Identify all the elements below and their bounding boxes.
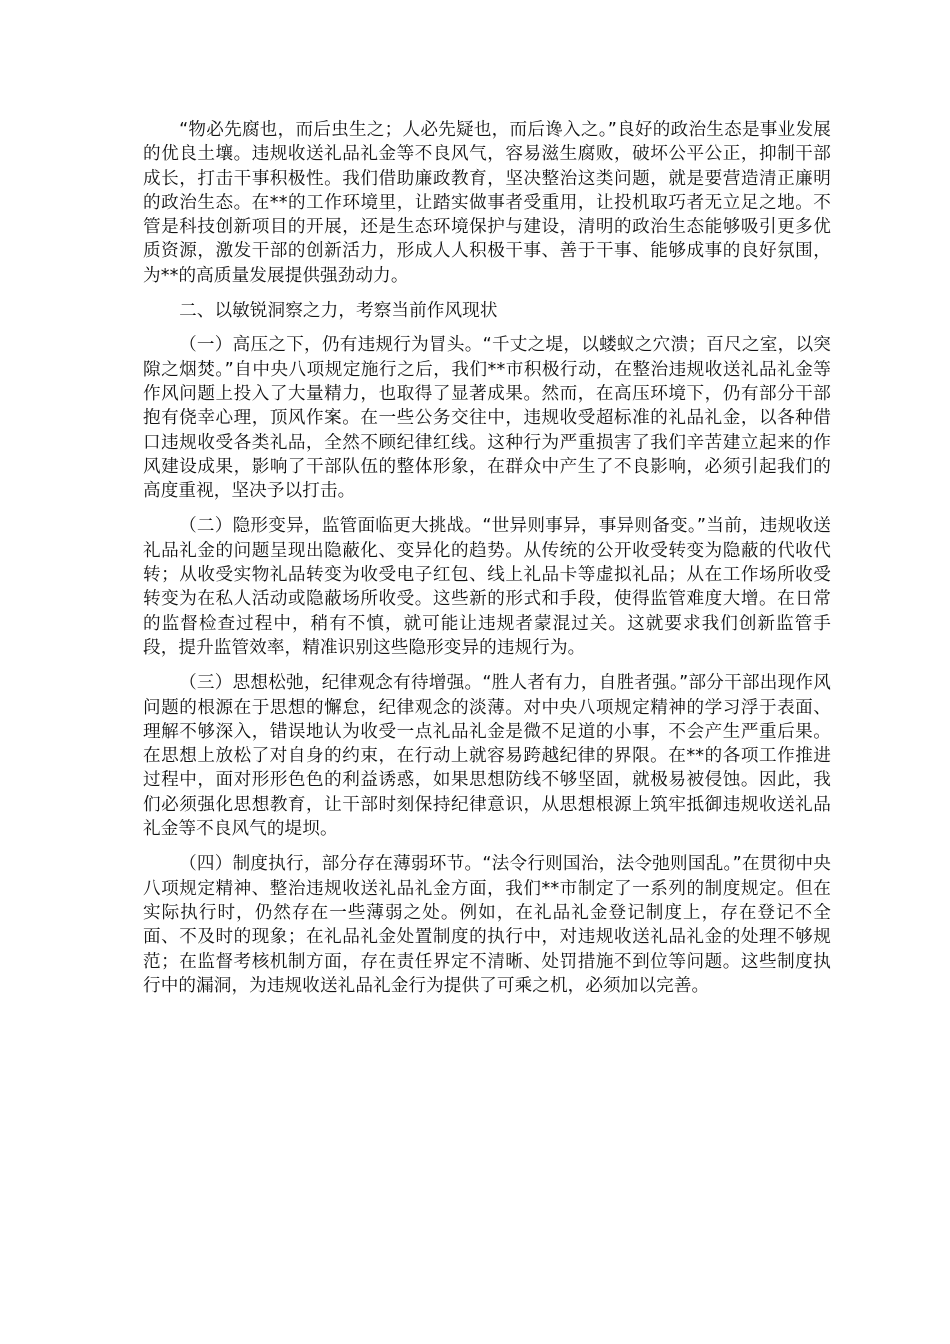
paragraph-institutional-execution: （四）制度执行，部分存在薄弱环节。“法令行则国治，法令弛则国乱。”在贯彻中央八项规定精神、整治违规收送礼品礼金方面，我们**市制定了一系列的制度规定。但在实际执行时，仍然存在一些薄弱之处。例如，在礼品礼金登记制度上，存在登记不全面、不及时的现象；在礼品礼金处置制度的执行中，对违规收送礼品礼金的处理不够规范；在监督考核机制方面，存在责任界定不清晰、处罚措施不到位等问题。这些制度执行中的漏洞，为违规收送礼品礼金行为提供了可乘之机，必须加以完善。	[143, 854, 831, 996]
document-page	[143, 118, 831, 998]
paragraph-ideological-laxity: （三）思想松弛，纪律观念有待增强。“胜人者有力，自胜者强。”部分干部出现作风问题的根源在于思想的懈怠，纪律观念的淡薄。对中央八项规定精神的学习浮于表面、理解不够深入，错误地认为收受一点礼品礼金是微不足道的小事，不会产生严重后果。在思想上放松了对自身的约束，在行动上就容易跨越纪律的界限。在**的各项工作推进过程中，面对形形色色的利益诱惑，如果思想防线不够坚固，就极易被侵蚀。因此，我们必须强化思想教育，让干部时刻保持纪律意识，从思想根源上筑牢抵御违规收送礼品礼金等不良风气的堤坝。	[143, 673, 831, 840]
paragraph-political-ecology: “物必先腐也，而后虫生之；人必先疑也，而后谗入之。”良好的政治生态是事业发展的优良土壤。违规收送礼品礼金等不良风气，容易滋生腐败，破坏公平公正，抑制干部成长，打击干事积极性。我们借助廉政教育，坚决整治这类问题，就是要营造清正廉明的政治生态。在**的工作环境里，让踏实做事者受重用，让投机取巧者无立足之地。不管是科技创新项目的开展，还是生态环境保护与建设，清明的政治生态能够吸引更多优质资源，激发干部的创新活力，形成人人积极干事、善于干事、能够成事的良好氛围，为**的高质量发展提供强劲动力。	[143, 120, 831, 286]
paragraph-high-pressure: （一）高压之下，仍有违规行为冒头。“千丈之堤，以蝼蚁之穴溃；百尺之室，以突隙之烟焚。”自中央八项规定施行之后，我们**市积极行动，在整治违规收送礼品礼金等作风问题上投入了大量精力，也取得了显著成果。然而，在高压环境下，仍有部分干部抱有侥幸心理，顶风作案。在一些公务交往中，违规收受超标准的礼品礼金，以各种借口违规收受各类礼品，全然不顾纪律红线。这种行为严重损害了我们辛苦建立起来的作风建设成果，影响了干部队伍的整体形象，在群众中产生了不良影响，必须引起我们的高度重视，坚决予以打击。	[143, 335, 831, 502]
section-heading-two: 二、以敏锐洞察之力，考察当前作风现状	[179, 301, 498, 322]
paragraph-hidden-variation: （二）隐形变异，监管面临更大挑战。“世异则事异，事异则备变。”当前，违规收送礼品礼金的问题呈现出隐蔽化、变异化的趋势。从传统的公开收受转变为隐蔽的代收代转；从收受实物礼品转变为收受电子红包、线上礼品卡等虚拟礼品；从在工作场所收受转变为在私人活动或隐蔽场所收受。这些新的形式和手段，使得监管难度大增。在日常的监督检查过程中，稍有不慎，就可能让违规者蒙混过关。这就要求我们创新监管手段，提升监管效率，精准识别这些隐形变异的违规行为。	[143, 516, 831, 658]
